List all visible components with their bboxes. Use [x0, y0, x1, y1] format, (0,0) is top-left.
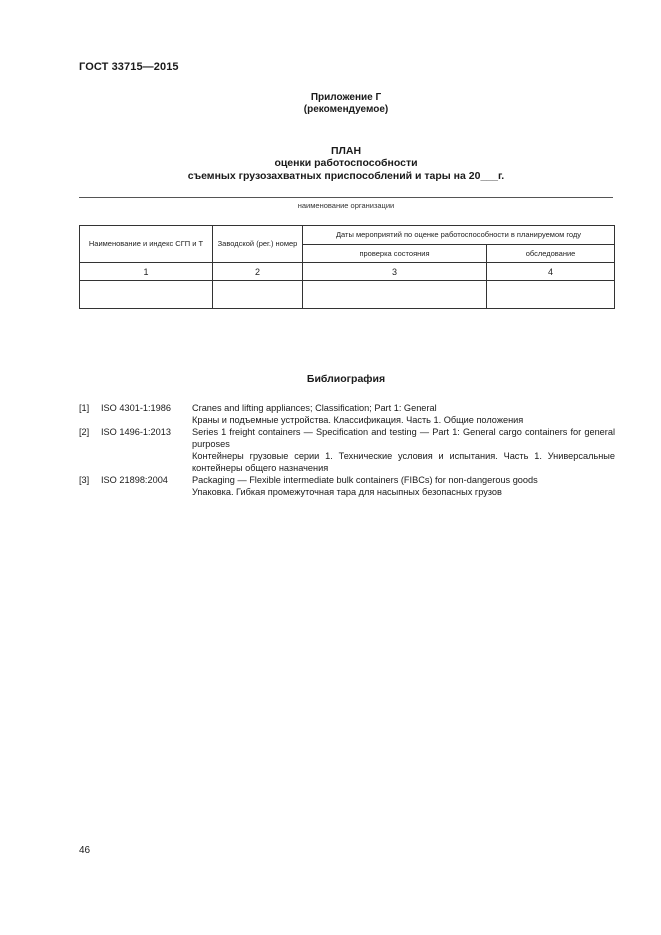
empty-cell	[487, 281, 615, 309]
column-number: 2	[213, 263, 303, 281]
bib-entry-title-ru: Краны и подъемные устройства. Классификация. Часть 1. Общие положения	[192, 415, 524, 425]
column-number: 3	[303, 263, 487, 281]
bib-entry-title-en: Cranes and lifting appliances; Classification; Part 1: General	[192, 403, 437, 413]
empty-cell	[213, 281, 303, 309]
organization-name-line	[79, 197, 613, 198]
empty-cell	[80, 281, 213, 309]
bib-entry-code: ISO 1496-1:2013	[101, 427, 171, 437]
plan-table	[79, 225, 615, 309]
empty-cell	[303, 281, 487, 309]
appendix-note: (рекомендуемое)	[303, 104, 389, 115]
bib-entry-index: [2]	[79, 427, 90, 437]
bib-entry-code: ISO 4301-1:1986	[101, 403, 171, 413]
bib-entry-code: ISO 21898:2004	[101, 475, 168, 485]
plan-subtitle-2: съемных грузозахватных приспособлений и тары на 20___г.	[187, 170, 505, 182]
bibliography-title: Библиография	[306, 373, 386, 385]
bib-entry-index: [1]	[79, 403, 90, 413]
page-number: 46	[79, 845, 91, 856]
column-number: 1	[80, 263, 213, 281]
header-inspection: обследование	[487, 245, 615, 263]
bib-entry-title-en: Series 1 freight containers — Specification and testing — Part 1: General cargo containers for general purposes	[192, 427, 615, 449]
header-name-index: Наименование и индекс СГП и Т	[80, 226, 213, 263]
header-dates-group: Даты мероприятий по оценке работоспособности в планируемом году	[303, 226, 615, 245]
plan-subtitle-1: оценки работоспособности	[274, 157, 418, 169]
organization-caption: наименование организации	[297, 201, 395, 210]
plan-title: ПЛАН	[330, 145, 362, 157]
bib-entry-title-ru: Контейнеры грузовые серии 1. Технические условия и испытания. Часть 1. Универсальные контейнеры общего назначения	[192, 451, 615, 473]
appendix-title: Приложение Г	[310, 92, 382, 103]
header-condition-check: проверка состояния	[303, 245, 487, 263]
bib-entry-index: [3]	[79, 475, 90, 485]
standard-code: ГОСТ 33715—2015	[79, 61, 179, 73]
bib-entry-title-ru: Упаковка. Гибкая промежуточная тара для насыпных безопасных грузов	[192, 487, 502, 497]
bib-entry-title-en: Packaging — Flexible intermediate bulk containers (FIBCs) for non-dangerous goods	[192, 475, 538, 485]
header-serial-number: Заводской (рег.) номер	[213, 226, 303, 263]
column-number: 4	[487, 263, 615, 281]
